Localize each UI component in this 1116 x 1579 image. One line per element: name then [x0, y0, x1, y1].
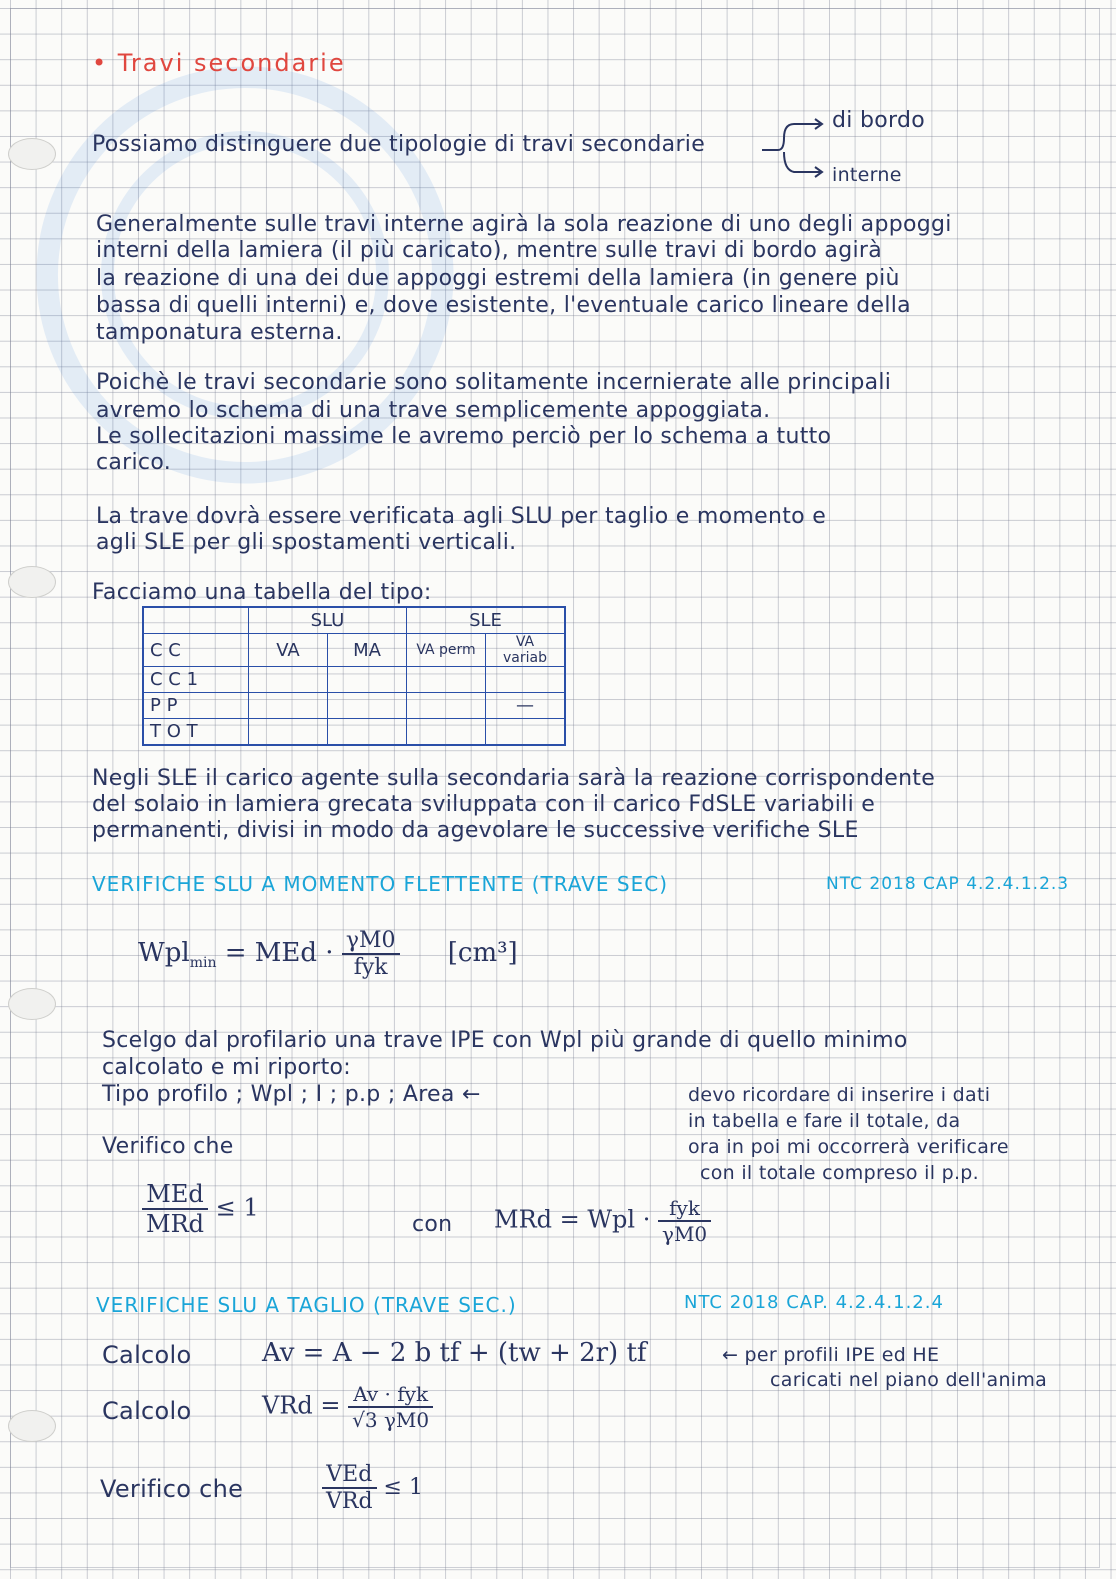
para4-line: permanenti, divisi in modo da agevolare le successive verifiche SLE — [92, 818, 859, 843]
para2-line: Le sollecitazioni massime le avremo perciò per lo schema a tutto — [96, 424, 832, 449]
con-word: con — [412, 1212, 453, 1237]
wpl-den: fyk — [353, 955, 388, 980]
para2-line: Poichè le travi secondarie sono solitamente incernierate alle principali — [96, 370, 892, 395]
para4-line: Negli SLE il carico agente sulla secondaria sarà la reazione corrispondente — [92, 766, 936, 791]
pp-variab-dash: — — [486, 693, 566, 719]
mrd-den: γM0 — [661, 1222, 708, 1246]
branch-internal: interne — [832, 164, 902, 186]
table-cell — [407, 719, 486, 746]
binder-hole — [8, 566, 56, 598]
vrd-formula — [262, 1382, 433, 1432]
section-moment-ref: NTC 2018 CAP 4.2.4.1.2.3 — [826, 874, 1070, 894]
branch-edge: di bordo — [832, 108, 925, 133]
col-header-ma: MA — [328, 634, 407, 667]
binder-hole — [8, 138, 56, 170]
table-intro: Facciamo una tabella del tipo: — [92, 580, 432, 605]
mrd-num: fyk — [658, 1196, 711, 1222]
branch-brace — [760, 112, 830, 182]
section-moment-heading: VERIFICHE SLU A MOMENTO FLETTENTE (TRAVE SEC) — [92, 872, 669, 896]
group-header-sle: SLE — [407, 607, 566, 634]
mrd-formula — [494, 1196, 711, 1246]
col-header-va-perm: VA perm — [407, 634, 486, 667]
table-cell — [249, 693, 328, 719]
row-label: C C 1 — [143, 667, 249, 693]
ratio-num-med: MEd — [142, 1180, 208, 1210]
row-label: C C — [143, 634, 249, 667]
para1-line: interni della lamiera (il più caricato), mentre sulle travi di bordo agirà — [96, 238, 883, 263]
wpl-min-formula — [138, 928, 518, 980]
verify-shear-label: Verifico che — [100, 1475, 244, 1503]
wpl-eq: = MEd · — [224, 938, 334, 968]
section-shear-heading: VERIFICHE SLU A TAGLIO (TRAVE SEC.) — [96, 1293, 517, 1317]
choose-line: Tipo profilo ; Wpl ; I ; p.p ; Area ← — [102, 1082, 481, 1107]
section-shear-ref: NTC 2018 CAP. 4.2.4.1.2.4 — [684, 1292, 944, 1313]
verify-moment-label: Verifico che — [102, 1134, 234, 1159]
table-cell — [486, 667, 566, 693]
note-line: in tabella e fare il totale, da — [688, 1110, 961, 1132]
wpl-num: γM0 — [342, 928, 400, 955]
av-note-line: caricati nel piano dell'anima — [770, 1369, 1048, 1391]
para1-line: Generalmente sulle travi interne agirà la sola reazione di uno degli appoggi — [96, 212, 952, 237]
table-cell — [249, 667, 328, 693]
para2-line: avremo lo schema di una trave semplicemente appoggiata. — [96, 398, 771, 423]
para1-line: bassa di quelli interni) e, dove esistente, l'eventuale carico lineare della — [96, 293, 911, 318]
para3-line: agli SLE per gli spostamenti verticali. — [96, 530, 517, 555]
vrd-lhs: VRd = — [262, 1391, 341, 1420]
ratio-den-vrd: VRd — [326, 1489, 373, 1514]
calc1-label: Calcolo — [102, 1341, 192, 1369]
col-header-va: VA — [249, 634, 328, 667]
para2-line: carico. — [96, 450, 171, 475]
col-header-va-variab: VA variab — [486, 634, 566, 667]
note-line: devo ricordare di inserire i dati — [688, 1084, 991, 1106]
table-cell — [407, 693, 486, 719]
intro-text: Possiamo distinguere due tipologie di travi secondarie — [92, 132, 706, 157]
wpl-symbol: Wpl — [138, 938, 190, 968]
table-cell — [249, 719, 328, 746]
table-cell — [328, 693, 407, 719]
shear-ratio — [322, 1462, 423, 1514]
wpl-unit: [cm³] — [447, 938, 518, 968]
note-line: con il totale compreso il p.p. — [700, 1162, 980, 1184]
reaction-table — [142, 606, 566, 746]
table-cell — [328, 719, 407, 746]
vrd-num: Av · fyk — [348, 1382, 433, 1408]
calc2-label: Calcolo — [102, 1397, 192, 1425]
para1-line: tamponatura esterna. — [96, 320, 343, 345]
row-label: T O T — [143, 719, 249, 746]
note-line: ora in poi mi occorrerà verificare — [688, 1136, 1009, 1158]
table-cell — [407, 667, 486, 693]
row-label: P P — [143, 693, 249, 719]
ratio-cond: ≤ 1 — [215, 1193, 259, 1222]
vrd-den: √3 γM0 — [352, 1408, 430, 1432]
para3-line: La trave dovrà essere verificata agli SLU per taglio e momento e — [96, 504, 827, 529]
page-title: • Travi secondarie — [92, 49, 346, 77]
table-cell — [328, 667, 407, 693]
av-formula: Av = A − 2 b tf + (tw + 2r) tf — [262, 1338, 647, 1368]
para4-line: del solaio in lamiera grecata sviluppata con il carico FdSLE variabili e — [92, 792, 876, 817]
wpl-subscript: min — [189, 955, 217, 972]
shear-ratio-cond: ≤ 1 — [383, 1475, 423, 1500]
binder-hole — [8, 988, 56, 1020]
binder-hole — [8, 1410, 56, 1442]
ratio-den-mrd: MRd — [146, 1210, 205, 1238]
moment-ratio — [142, 1180, 259, 1238]
choose-line: calcolato e mi riporto: — [102, 1055, 352, 1080]
choose-line: Scelgo dal profilario una trave IPE con Wpl più grande di quello minimo — [102, 1028, 908, 1053]
ratio-num-ved: VEd — [322, 1462, 377, 1489]
table-cell — [486, 719, 566, 746]
av-note-line: ← per profili IPE ed HE — [722, 1344, 940, 1366]
para1-line: la reazione di una dei due appoggi estremi della lamiera (in genere più — [96, 266, 900, 291]
mrd-lhs: MRd = Wpl · — [494, 1205, 651, 1234]
group-header-slu: SLU — [249, 607, 407, 634]
